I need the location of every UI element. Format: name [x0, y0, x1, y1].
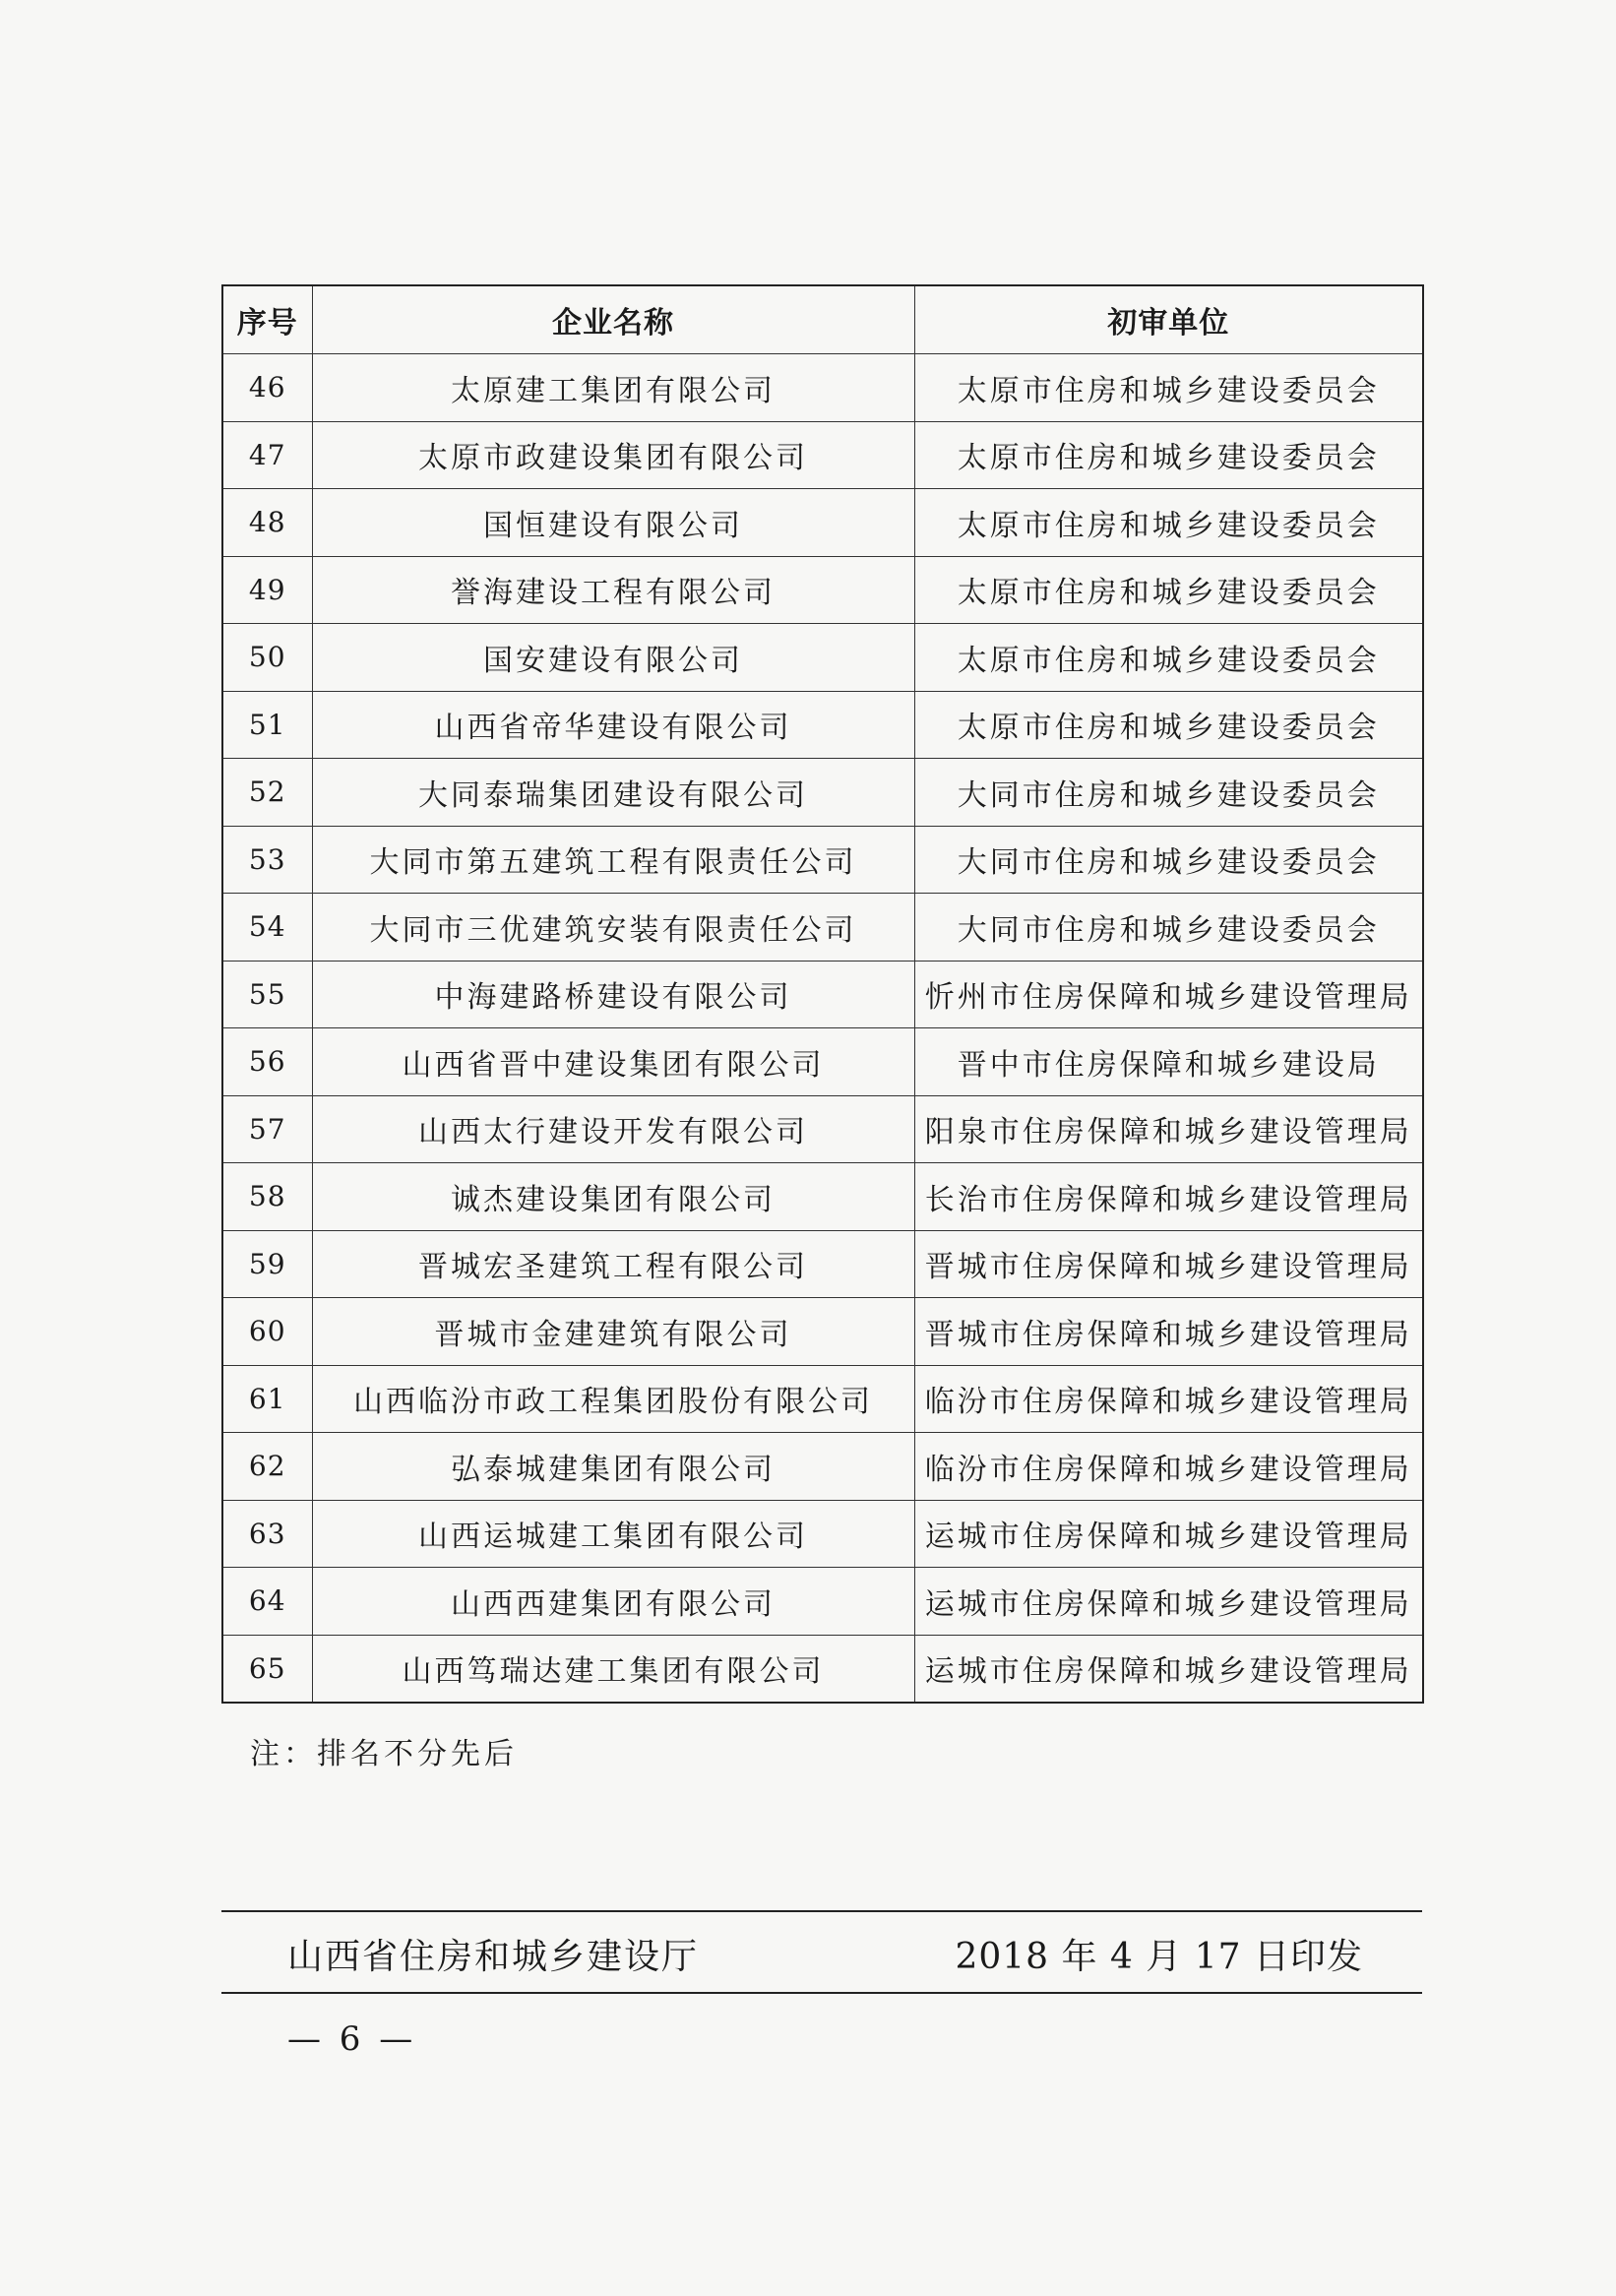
review-unit-cell: 大同市住房和城乡建设委员会 — [914, 759, 1423, 827]
serial-number-cell: 62 — [222, 1433, 312, 1501]
serial-number-cell: 48 — [222, 489, 312, 557]
review-unit-cell: 阳泉市住房保障和城乡建设管理局 — [914, 1095, 1423, 1163]
company-name-cell: 太原市政建设集团有限公司 — [312, 421, 914, 489]
serial-number-cell: 57 — [222, 1095, 312, 1163]
review-unit-cell: 太原市住房和城乡建设委员会 — [914, 354, 1423, 422]
company-name-cell: 晋城宏圣建筑工程有限公司 — [312, 1230, 914, 1298]
page-number: — 6 — — [287, 2019, 417, 2059]
serial-number-cell: 53 — [222, 826, 312, 894]
review-unit-cell: 太原市住房和城乡建设委员会 — [914, 556, 1423, 624]
table-row — [222, 1635, 1423, 1703]
table-row — [222, 421, 1423, 489]
serial-number-cell: 54 — [222, 894, 312, 962]
table-row — [222, 759, 1423, 827]
issue-date: 2018 年 4 月 17 日印发 — [955, 1937, 1363, 1977]
company-name-cell: 晋城市金建建筑有限公司 — [312, 1298, 914, 1366]
serial-number-cell: 55 — [222, 961, 312, 1028]
review-unit-cell: 运城市住房保障和城乡建设管理局 — [914, 1635, 1423, 1703]
table-row — [222, 1230, 1423, 1298]
review-unit-cell: 大同市住房和城乡建设委员会 — [914, 826, 1423, 894]
serial-number-cell: 56 — [222, 1028, 312, 1096]
company-name-cell: 誉海建设工程有限公司 — [312, 556, 914, 624]
review-unit-cell: 运城市住房保障和城乡建设管理局 — [914, 1568, 1423, 1636]
serial-number-cell: 49 — [222, 556, 312, 624]
company-name-cell: 山西西建集团有限公司 — [312, 1568, 914, 1636]
review-unit-cell: 太原市住房和城乡建设委员会 — [914, 691, 1423, 759]
table-row — [222, 1163, 1423, 1231]
serial-number-cell: 61 — [222, 1365, 312, 1433]
table-row — [222, 1568, 1423, 1636]
table-row — [222, 961, 1423, 1028]
table-note: 注：排名不分先后 — [250, 1737, 518, 1771]
company-name-cell: 国安建设有限公司 — [312, 624, 914, 692]
table-row — [222, 894, 1423, 962]
table-row — [222, 1500, 1423, 1568]
company-name-cell: 山西运城建工集团有限公司 — [312, 1500, 914, 1568]
table-row — [222, 489, 1423, 557]
table-row — [222, 1298, 1423, 1366]
serial-number-cell: 58 — [222, 1163, 312, 1231]
serial-number-cell: 51 — [222, 691, 312, 759]
company-name-cell: 大同泰瑞集团建设有限公司 — [312, 759, 914, 827]
review-unit-cell: 临汾市住房保障和城乡建设管理局 — [914, 1365, 1423, 1433]
review-unit-cell: 太原市住房和城乡建设委员会 — [914, 624, 1423, 692]
serial-number-cell: 50 — [222, 624, 312, 692]
table-row — [222, 826, 1423, 894]
review-unit-cell: 太原市住房和城乡建设委员会 — [914, 489, 1423, 557]
table-body — [222, 354, 1423, 1704]
company-name-cell: 中海建路桥建设有限公司 — [312, 961, 914, 1028]
review-unit-cell: 晋城市住房保障和城乡建设管理局 — [914, 1230, 1423, 1298]
table-row — [222, 1028, 1423, 1096]
review-unit-cell: 忻州市住房保障和城乡建设管理局 — [914, 961, 1423, 1028]
serial-number-cell: 63 — [222, 1500, 312, 1568]
table-row — [222, 556, 1423, 624]
header-company-name: 企业名称 — [312, 285, 914, 354]
header-review-unit: 初审单位 — [914, 285, 1423, 354]
company-list-table — [221, 284, 1424, 1704]
company-name-cell: 大同市第五建筑工程有限责任公司 — [312, 826, 914, 894]
table-row — [222, 691, 1423, 759]
company-name-cell: 山西省帝华建设有限公司 — [312, 691, 914, 759]
company-name-cell: 大同市三优建筑安装有限责任公司 — [312, 894, 914, 962]
serial-number-cell: 52 — [222, 759, 312, 827]
footer-bottom-rule — [221, 1992, 1422, 1994]
company-name-cell: 山西省晋中建设集团有限公司 — [312, 1028, 914, 1096]
review-unit-cell: 大同市住房和城乡建设委员会 — [914, 894, 1423, 962]
table-row — [222, 1433, 1423, 1501]
review-unit-cell: 晋城市住房保障和城乡建设管理局 — [914, 1298, 1423, 1366]
footer-top-rule — [221, 1910, 1422, 1912]
company-name-cell: 太原建工集团有限公司 — [312, 354, 914, 422]
header-serial: 序号 — [222, 285, 312, 354]
table-header-row — [222, 285, 1423, 354]
company-name-cell: 弘泰城建集团有限公司 — [312, 1433, 914, 1501]
table-row — [222, 1365, 1423, 1433]
company-name-cell: 山西临汾市政工程集团股份有限公司 — [312, 1365, 914, 1433]
company-name-cell: 国恒建设有限公司 — [312, 489, 914, 557]
table-row — [222, 354, 1423, 422]
company-name-cell: 山西太行建设开发有限公司 — [312, 1095, 914, 1163]
review-unit-cell: 运城市住房保障和城乡建设管理局 — [914, 1500, 1423, 1568]
table-row — [222, 624, 1423, 692]
issuing-organization: 山西省住房和城乡建设厅 — [287, 1937, 700, 1977]
serial-number-cell: 46 — [222, 354, 312, 422]
serial-number-cell: 60 — [222, 1298, 312, 1366]
review-unit-cell: 晋中市住房保障和城乡建设局 — [914, 1028, 1423, 1096]
company-name-cell: 诚杰建设集团有限公司 — [312, 1163, 914, 1231]
review-unit-cell: 太原市住房和城乡建设委员会 — [914, 421, 1423, 489]
company-name-cell: 山西笃瑞达建工集团有限公司 — [312, 1635, 914, 1703]
table-row — [222, 1095, 1423, 1163]
serial-number-cell: 59 — [222, 1230, 312, 1298]
serial-number-cell: 64 — [222, 1568, 312, 1636]
serial-number-cell: 65 — [222, 1635, 312, 1703]
serial-number-cell: 47 — [222, 421, 312, 489]
review-unit-cell: 长治市住房保障和城乡建设管理局 — [914, 1163, 1423, 1231]
review-unit-cell: 临汾市住房保障和城乡建设管理局 — [914, 1433, 1423, 1501]
